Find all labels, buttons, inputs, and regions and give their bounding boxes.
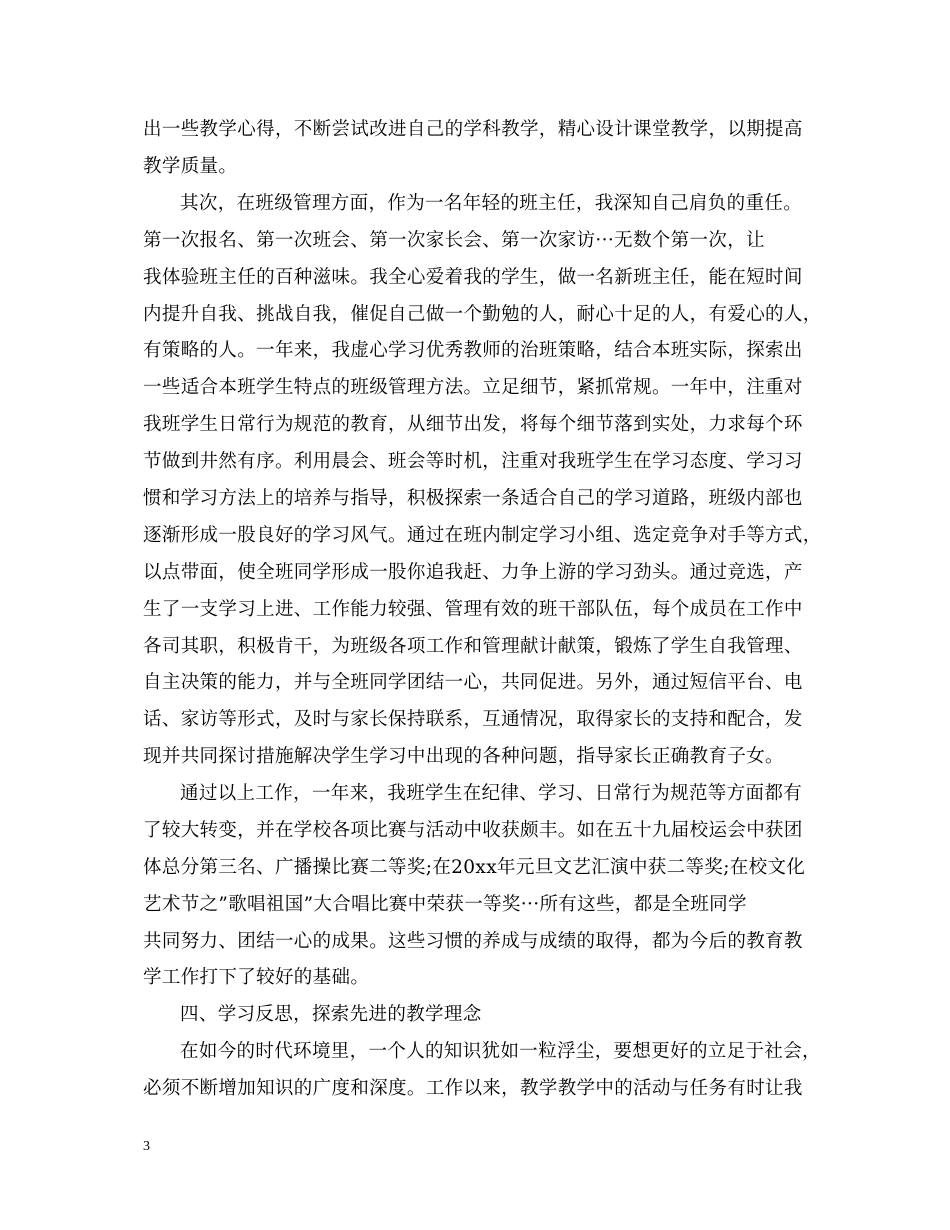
text-line: 内提升自我、挑战自我，催促自己做一个勤勉的人，耐心十足的人，有爱心的人，	[143, 304, 822, 325]
text-line: 第一次报名、第一次班会、第一次家长会、第一次家访···无数个第一次，让	[143, 230, 765, 251]
paragraph-first-line: 通过以上工作，一年来，我班学生在纪律、学习、日常行为规范等方面都有	[180, 783, 803, 804]
paragraph-first-line: 在如今的时代环境里，一个人的知识犹如一粒浮尘，要想更好的立足于社会，	[180, 1041, 821, 1062]
text-line: 节做到井然有序。利用晨会、班会等时机，注重对我班学生在学习态度、学习习	[143, 451, 803, 472]
text-line: 一些适合本班学生特点的班级管理方法。立足细节，紧抓常规。一年中，注重对	[143, 377, 803, 398]
text-line: 教学质量。	[143, 156, 238, 177]
text-line: 现并共同探讨措施解决学生学习中出现的各种问题，指导家长正确教育子女。	[143, 746, 784, 767]
text-line: 出一些教学心得，不断尝试改进自己的学科教学，精心设计课堂教学，以期提高	[143, 119, 803, 140]
text-line: 艺术节之”歌唱祖国”大合唱比赛中荣获一等奖···所有这些，都是全班同学	[143, 894, 747, 915]
text-line: 话、家访等形式，及时与家长保持联系，互通情况，取得家长的支持和配合，发	[143, 709, 803, 730]
text-line: 有策略的人。一年来，我虚心学习优秀教师的治班策略，结合本班实际，探索出	[143, 340, 803, 361]
text-line: 必须不断增加知识的广度和深度。工作以来，教学教学中的活动与任务有时让我	[143, 1078, 803, 1099]
text-line: 逐渐形成一股良好的学习风气。通过在班内制定学习小组、选定竞争对手等方式，	[143, 525, 822, 546]
text-line: 我体验班主任的百种滋味。我全心爱着我的学生，做一名新班主任，能在短时间	[143, 267, 803, 288]
text-line: 了较大转变，并在学校各项比赛与活动中收获颇丰。如在五十九届校运会中获团	[143, 820, 803, 841]
text-line: 学工作打下了较好的基础。	[143, 967, 370, 988]
paragraph-first-line: 其次，在班级管理方面，作为一名年轻的班主任，我深知自己肩负的重任。	[180, 193, 803, 214]
text-line: 自主决策的能力，并与全班同学团结一心，共同促进。另外，通过短信平台、电	[143, 672, 803, 693]
text-line: 生了一支学习上进、工作能力较强、管理有效的班干部队伍，每个成员在工作中	[143, 599, 803, 620]
text-line: 我班学生日常行为规范的教育，从细节出发，将每个细节落到实处，力求每个环	[143, 414, 803, 435]
text-line: 体总分第三名、广播操比赛二等奖;在20xx年元旦文艺汇演中获二等奖;在校文化	[143, 857, 806, 878]
page-number: 3	[143, 1139, 150, 1154]
text-line: 惯和学习方法上的培养与指导，积极探索一条适合自己的学习道路，班级内部也	[143, 488, 803, 509]
text-line: 以点带面，使全班同学形成一股你追我赶、力争上游的学习劲头。通过竞选，产	[143, 562, 803, 583]
section-heading: 四、学习反思，探索先进的教学理念	[180, 1004, 482, 1025]
text-line: 共同努力、团结一心的成果。这些习惯的养成与成绩的取得，都为今后的教育教	[143, 931, 803, 952]
text-line: 各司其职，积极肯干，为班级各项工作和管理献计献策，锻炼了学生自我管理、	[143, 636, 803, 657]
